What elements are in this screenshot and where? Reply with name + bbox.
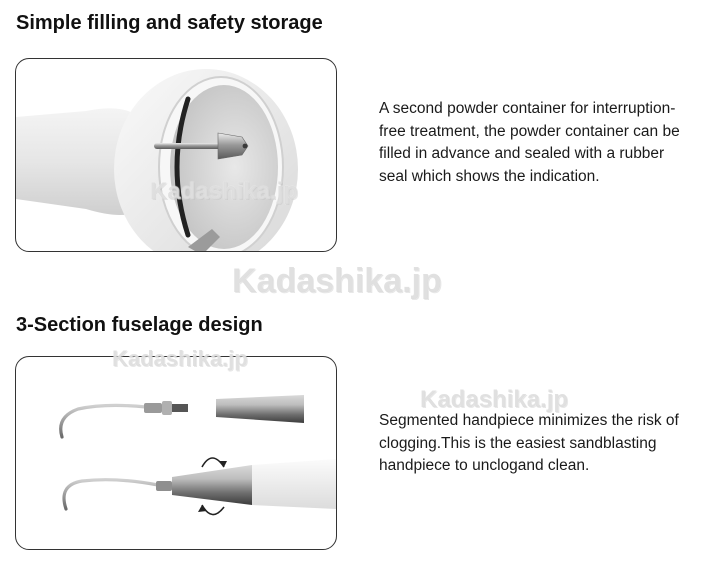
handpiece-illustration bbox=[16, 357, 336, 549]
section-title-fuselage: 3-Section fuselage design bbox=[16, 314, 263, 336]
nozzle-hole bbox=[243, 144, 248, 149]
lower-sleeve bbox=[172, 465, 252, 505]
storage-description: A second powder container for interruption-free treatment, the powder container can be filled in advance and sealed with a rubber seal which shows the indication. bbox=[379, 100, 680, 185]
powder-container-illustration bbox=[16, 59, 336, 251]
upper-sleeve bbox=[216, 395, 304, 423]
watermark: Kadashika.jp bbox=[112, 346, 248, 371]
lower-bent-tip bbox=[64, 480, 158, 509]
watermark: Kadashika.jp bbox=[232, 262, 442, 300]
watermark: Kadashika.jp bbox=[150, 178, 299, 205]
nozzle-shaft bbox=[154, 143, 224, 149]
rotate-arrowhead-bottom bbox=[198, 505, 207, 512]
handpiece-photo bbox=[15, 356, 337, 550]
upper-tip-nut bbox=[162, 401, 172, 415]
powder-container-photo bbox=[15, 58, 337, 252]
upper-bent-tip bbox=[61, 405, 146, 437]
upper-tip-thread bbox=[172, 404, 188, 412]
section-title-storage: Simple filling and safety storage bbox=[16, 12, 323, 34]
fuselage-description: Segmented handpiece minimizes the risk of clogging.This is the easiest sandblasting handpiece to unclogand clean. bbox=[379, 412, 679, 474]
handpiece-body bbox=[252, 459, 336, 509]
watermark: Kadashika.jp bbox=[420, 386, 569, 413]
lower-tip-collar bbox=[156, 481, 172, 491]
upper-tip-collar bbox=[144, 403, 162, 413]
